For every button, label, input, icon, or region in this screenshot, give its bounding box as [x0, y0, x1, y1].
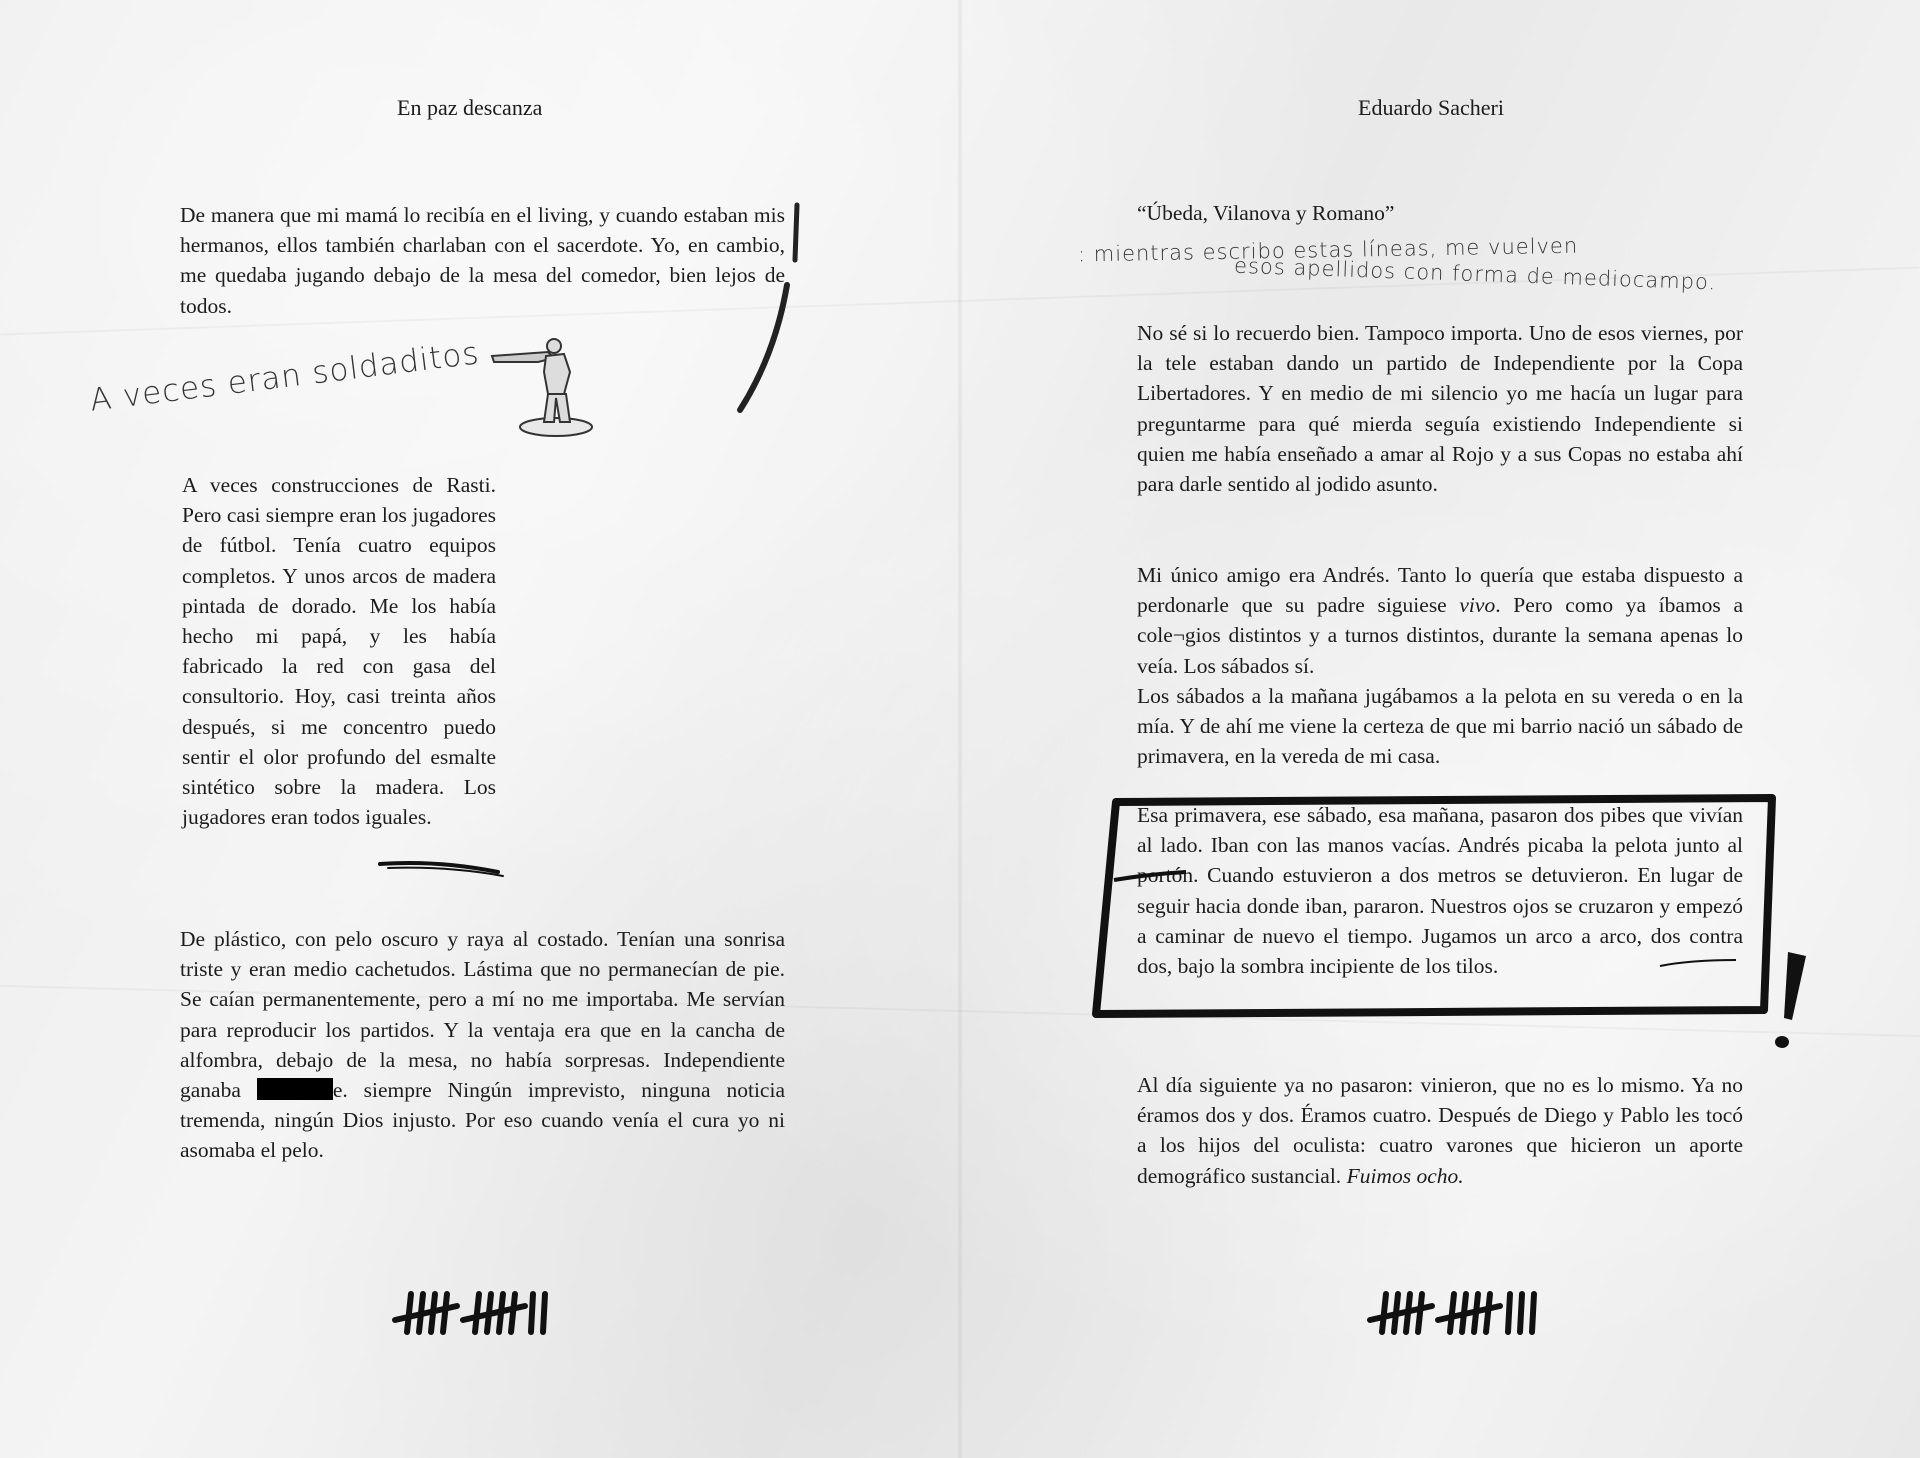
- tally-marks-right: [1368, 1290, 1548, 1336]
- exclamation-stroke-mark: [735, 205, 795, 415]
- handwritten-note-line-2: esos apellidos con forma de mediocampo.: [1233, 253, 1717, 295]
- tally-marks-left: [393, 1290, 553, 1336]
- right-paragraph-2-text-end: . Pero como ya íbamos a cole¬gios distintos y a turnos distintos, durante la semana apenas lo veía. Los sábados sí.: [1137, 593, 1743, 678]
- exclamation-mark: [1770, 950, 1814, 1050]
- left-paragraph-3-text-end: e. siempre Ningún imprevisto, ninguna noticia tremenda, ningún Dios injusto. Por eso cuando venía el cura yo ni asomaba el pelo.: [180, 1078, 785, 1163]
- hand-drawn-box: [1090, 788, 1780, 1048]
- right-paragraph-4-text: Al día siguiente ya no pasaron: vinieron, que no es lo mismo. Ya no éramos dos y dos. Éramos cuatro. Después de Diego y Pablo les tocó a los hijos del oculista: cuatro varones que hicieron un aporte demográfico sustancial.: [1137, 1073, 1743, 1188]
- quote-title: “Úbeda, Vilanova y Romano”: [1137, 201, 1395, 225]
- handwritten-note-soldiers: A veces eran soldaditos: [88, 335, 482, 419]
- left-paragraph-3: [180, 924, 785, 1166]
- underline-scribble: [378, 858, 508, 878]
- right-paragraph-4: [1137, 1070, 1743, 1191]
- page-gutter: [958, 0, 962, 1458]
- right-paragraph-2b: Los sábados a la mañana jugábamos a la pelota en su vereda o en la mía. Y de ahí me viene la certeza de que mi barrio nació un sábado de primavera, en la vereda de mi casa.: [1137, 683, 1743, 769]
- right-paragraph-2: [1137, 560, 1743, 771]
- right-running-header: Eduardo Sacheri: [1358, 95, 1504, 120]
- left-paragraph-2: A veces construcciones de Rasti. Pero casi siempre eran los jugadores de fútbol. Tenía cuatro equipos completos. Y unos arcos de madera pintada de dorado. Me los había hecho mi papá, y les había fabricado la red con gasa del consultorio. Hoy, casi treinta años después, si me concentro puedo sentir el olor profundo del esmalte sintético sobre la madera. Los jugadores eran todos iguales.: [182, 473, 496, 830]
- left-running-header: En paz descanza: [397, 95, 543, 120]
- right-paragraph-1: No sé si lo recuerdo bien. Tampoco importa. Uno de esos viernes, por la tele estaban dando un partido de Independiente por la Copa Libertadores. Y en medio de mi silencio yo me hacía un lugar para preguntarme para qué mierda seguía existiendo Independiente si quien me había enseñado a amar al Rojo y a sus Copas no estaba ahí para darle sentido al jodido asunto.: [1137, 321, 1743, 497]
- italic-word: vivo: [1459, 593, 1496, 618]
- toy-soldier-icon: [488, 332, 598, 442]
- left-paragraph-3-text: De plástico, con pelo oscuro y raya al costado. Tenían una sonrisa triste y eran medio cachetudos. Lástima que no permanecían de pie. Se caían permanentemente, pero a mí no me importaba. Me servían para reproducir los partidos. Y la ventaja era que en la cancha de alfombra, debajo de la mesa, no había sorpresas. Independiente ganaba: [180, 927, 785, 1103]
- right-paragraph-2-text: Mi único amigo era Andrés. Tanto lo quería que estaba dispuesto a perdonarle que su padre siguiese: [1137, 563, 1743, 618]
- right-paragraph-3-boxed: Esa primavera, ese sábado, esa mañana, pasaron dos pibes que vivían al lado. Iban con las manos vacías. Andrés picaba la pelota junto al portón. Cuando estuvieron a dos metros se detuvieron. En lugar de seguir hacia donde iban, pararon. Nuestros ojos se cruzaron y empezó a caminar de nuevo el tiempo. Jugamos un arco a arco, dos contra dos, bajo la sombra incipiente de los tilos.: [1137, 803, 1743, 979]
- handwritten-note-line-1: : mientras escribo estas líneas, me vuelven: [1077, 233, 1579, 267]
- left-paragraph-1: De manera que mi mamá lo recibía en el living, y cuando estaban mis hermanos, ellos también charlaban con el sacerdote. Yo, en cambio, me quedaba jugando debajo de la mesa del comedor, bien lejos de todos.: [180, 203, 785, 318]
- italic-ending: Fuimos ocho.: [1346, 1163, 1464, 1188]
- redaction-bar: [257, 1078, 333, 1100]
